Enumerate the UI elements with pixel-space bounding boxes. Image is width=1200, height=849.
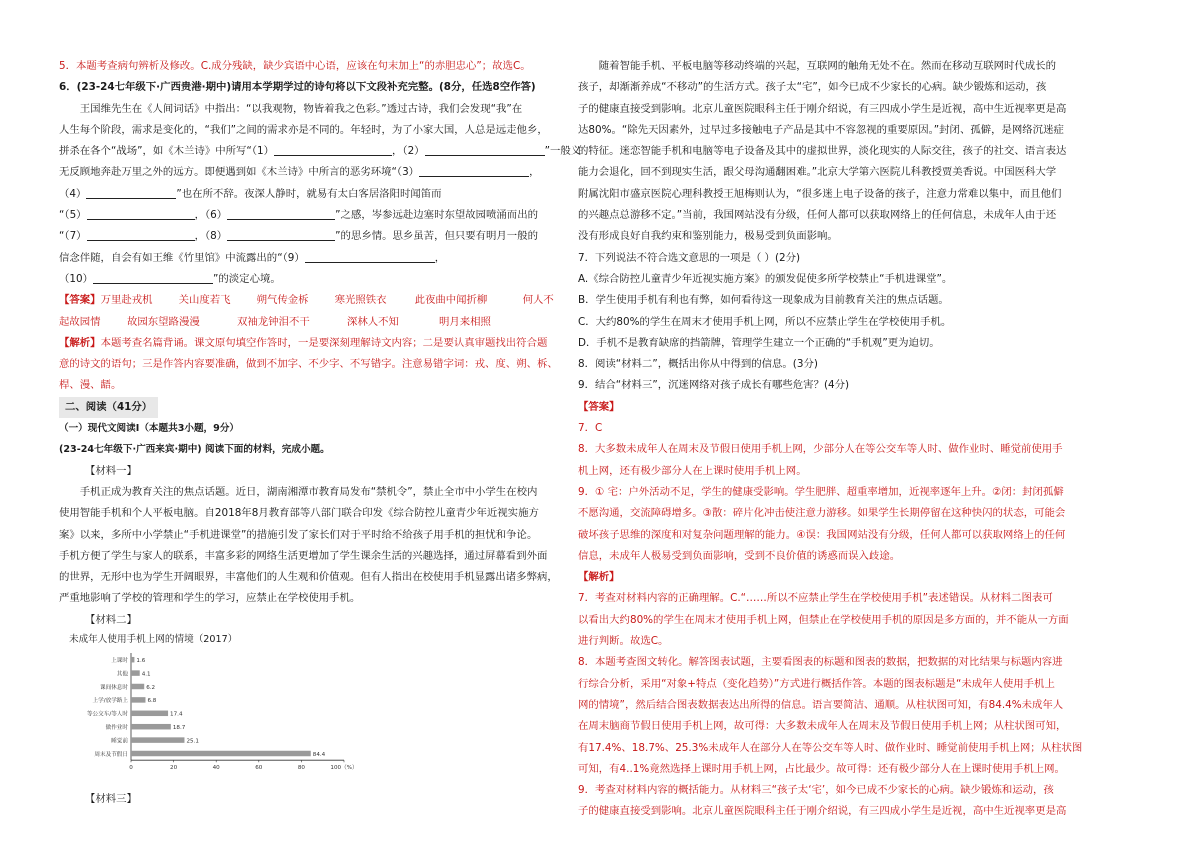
- q6-heading: 6．(23-24七年级下·广西贵港·期中)请用本学期学过的诗句将以下文段补充完整。(8分，任选8空作答): [59, 81, 536, 94]
- material-text: 的世界，无形中也为学生开阔眼界，丰富他们的人生观和价值观。但有人指出在校使用手机显露出诸多弊病，: [59, 571, 558, 584]
- analysis-9: 子的健康直接受到影响。北京儿童医院眼科主任于刚介绍说，有三四成小学生是近视，高中生近视率更是高: [578, 805, 1067, 818]
- source-line: (23-24七年级下·广西来宾·期中) 阅读下面的材料，完成小题。: [59, 444, 330, 456]
- answer-blank[interactable]: [305, 250, 435, 263]
- answer-label: 【答案】: [578, 400, 620, 413]
- chart-bar: [131, 751, 311, 757]
- analysis-8: 有17.4%、18.7%、25.3%未成年人在部分人在等公交车等人时、做作业时、睡觉前使用手机上网；从柱状图: [578, 741, 1083, 754]
- material-text: 手机方便了学生与家人的联系，丰富多彩的网络生活更增加了学生课余生活的兴趣选择，通过屏幕看到外面: [59, 549, 548, 562]
- left-column: [59, 56, 589, 811]
- analysis-8: 网的情境”，然后结合图表数据表达出所得的信息。语言要简洁、通顺。从柱状图可知，有84.4%未成年人: [578, 698, 1064, 711]
- q6-line: “（7） ，（8） ”的思乡情。思乡虽苦，但只要有明月一般的: [59, 230, 538, 243]
- material-text: 没有形成良好自我约束和鉴别能力，极易受到负面影响。: [578, 230, 838, 243]
- subsection-heading: （一）现代文阅读Ⅰ（本题共3小题，9分）: [59, 423, 240, 435]
- right-column: [578, 56, 1108, 823]
- material-label: 【材料二】: [85, 613, 137, 626]
- answer-blank[interactable]: [425, 143, 545, 156]
- chart-bar: [131, 724, 171, 730]
- x-tick-label: 100（%）: [330, 765, 358, 772]
- question-9: 9．结合“材料三”，沉迷网络对孩子成长有哪些危害？(4分): [578, 379, 850, 392]
- material-text: 的特征。迷恋智能手机和电脑等电子设备及其中的虚拟世界，淡化现实的人际交往，孩子的社交、语言表达: [578, 145, 1067, 158]
- chart-bar: [131, 657, 134, 663]
- q5-explanation: 5．本题考查病句辨析及修改。C.成分残缺，缺少宾语中心语，应该在句末加上“的赤胆忠心”；故选C。: [59, 60, 531, 72]
- answer-blank[interactable]: [227, 228, 335, 241]
- q6-line: 无反顾地奔赴万里之外的远方。即便遇到如《木兰诗》中所言的恶劣环境“（3） ，: [59, 166, 540, 179]
- x-tick-label: 40: [212, 765, 220, 772]
- category-label: 周末及节假日: [94, 751, 128, 758]
- q6-line: 信念伴随，自会有如王维《竹里馆》中流露出的“（9） ，: [59, 251, 446, 264]
- material-text: 能力会退化，回不到现实生活，跟父母沟通翻困难。”北京大学第六医院儿科教授贾美香说。中国医科大学: [578, 166, 1057, 179]
- q6-analysis: 意的诗文的语句；三是作答内容要准确，做到不加字、不少字、不写错字。注意易错字词：戎、度、朔、柝、: [59, 358, 558, 371]
- value-label: 6.2: [146, 684, 156, 691]
- answer-blank[interactable]: [227, 207, 335, 220]
- material-text: 随着智能手机、平板电脑等移动终端的兴起，互联网的触角无处不在。然而在移动互联网时代成长的: [598, 60, 1056, 72]
- x-tick-label: 80: [297, 765, 305, 772]
- category-label: 其他: [116, 671, 128, 678]
- category-label: 课间休息时: [100, 684, 128, 691]
- material-text: 附属沈阳市盛京医院心理科教授王旭梅则认为，“很多迷上电子设备的孩子，注意力常难以集中，而且他们: [578, 187, 1062, 200]
- value-label: 84.4: [312, 751, 326, 758]
- value-label: 6.8: [147, 698, 157, 705]
- value-label: 17.4: [170, 711, 183, 718]
- q6-analysis: 【解析】本题考查名篇背诵。课文原句填空作答时，一是要深刻理解诗文内容；二是要认真审题找出符合题: [59, 336, 548, 349]
- q6-line: 人生每个阶段，需求是变化的，“我们”之间的需求亦是不同的。年轻时，为了小家大国，人总是远走他乡，: [59, 123, 548, 136]
- answer-blank[interactable]: [87, 207, 195, 220]
- material-text: 子的健康直接受到影响。北京儿童医院眼科主任于刚介绍说，有三四成小学生是近视，高中生近视率更是高: [578, 102, 1067, 115]
- answer-8: 8．大多数未成年人在周末及节假日使用手机上网，少部分人在等公交车等人时、做作业时、睡觉前使用手: [578, 443, 1063, 456]
- answer-blank[interactable]: [274, 143, 392, 156]
- q6-line: 拼杀在各个“战场”，如《木兰诗》中所写“（1） ，（2） ”一般义: [59, 145, 582, 158]
- chart-title: 未成年人使用手机上网的情境（2017）: [69, 634, 238, 646]
- answer-7: 7．C: [578, 422, 603, 435]
- analysis-9: 9．考查对材料内容的概括能力。从材料三“孩子太‘宅’，如今已成不少家长的心病。缺少锻炼和运动，孩: [578, 784, 1054, 797]
- chart-bar: [131, 670, 140, 676]
- material-text: 使用智能手机和个人平板电脑。自2018年8月教育部等八部门联合印发《综合防控儿童青少年近视实施方: [59, 507, 539, 520]
- chart-bar: [131, 697, 145, 703]
- analysis-8: 在周末脑商节假日使用手机上网，故可得：大多数未成年人在周末及节假日使用手机上网；从柱状图可知，: [578, 720, 1067, 733]
- chart-bar: [131, 737, 184, 743]
- answer-blank[interactable]: [87, 228, 195, 241]
- category-label: 睡觉前: [111, 738, 128, 745]
- x-tick-label: 20: [170, 765, 178, 772]
- chart-plot: [59, 649, 379, 781]
- material-text: 案》以来，多所中小学禁止“手机进课堂”的措施引发了家长们对于平时给不给孩子用手机的担忧和争论。: [59, 528, 538, 541]
- chart-bar: [131, 711, 168, 717]
- q6-line: （10） ”的淡定心境。: [59, 272, 281, 285]
- answer-9: 信息，未成年人极易受到负面影响，受到不良价值的诱惑而误入歧途。: [578, 549, 901, 562]
- analysis-label: 【解析】: [578, 571, 620, 584]
- q6-line: （4） ”也在所不辞。夜深人静时，就易有太白客居洛阳时闻笛而: [59, 187, 442, 200]
- q6-line: 王国维先生在《人间词话》中指出：“以我观物，物皆着我之色彩。”透过古诗，我们会发现“我”在: [79, 102, 523, 115]
- category-label: 等公交车/等人时: [86, 711, 128, 718]
- x-tick-label: 0: [129, 765, 133, 772]
- material-text: 严重地影响了学校的管理和学生的学习，应禁止在学校使用手机。: [59, 592, 361, 605]
- chart-bar: [131, 684, 144, 690]
- question-7: 7．下列说法不符合选文意思的一项是（ ）(2分): [578, 251, 801, 264]
- option-d[interactable]: D．手机不是教育缺席的挡箭牌，管理学生建立一个正确的“手机观”更为迫切。: [578, 336, 940, 349]
- option-c[interactable]: C．大约80%的学生在周末才使用手机上网，所以不应禁止学生在学校使用手机。: [578, 315, 952, 328]
- material-text: 手机正成为教育关注的焦点话题。近日，湖南湘潭市教育局发布“禁机令”，禁止全市中小学生在校内: [79, 485, 538, 498]
- x-tick-label: 60: [255, 765, 263, 772]
- option-b[interactable]: B．学生使用手机有利也有弊，如何看待这一现象成为目前教育关注的焦点话题。: [578, 294, 949, 307]
- answer-9: 破坏孩子思维的深度和对复杂问题理解的能力。④误：我国网站没有分级，任何人都可以获取网络上的任何: [578, 528, 1066, 541]
- category-label: 上课时: [111, 657, 128, 664]
- answer-blank[interactable]: [93, 271, 213, 284]
- value-label: 25.1: [186, 738, 199, 745]
- question-8: 8．阅读“材料二”，概括出你从中得到的信息。(3分): [578, 358, 818, 371]
- section-heading: 二、阅读（41分）: [59, 397, 589, 418]
- analysis-7: 以看出大约80%的学生在周末才使用手机上网，但禁止在学校使用手机的原因是多方面的，并不能从一方面: [578, 613, 1069, 626]
- value-label: 1.6: [136, 657, 146, 664]
- answer-9: 9．① 宅：户外活动不足，学生的健康受影响。学生肥胖、超重率增加，近视率逐年上升。②闭：封闭孤僻: [578, 485, 1064, 498]
- answer-blank[interactable]: [86, 186, 176, 199]
- q6-answer: 起故园情 故园东望路漫漫 双袖龙钟泪不干 深林人不知 明月来相照: [59, 315, 491, 328]
- category-label: 做作业时: [105, 724, 128, 731]
- category-label: 上学/放学路上: [92, 698, 128, 705]
- analysis-8: 行综合分析，采用“对象+特点（变化趋势）”方式进行概括作答。本题的图表标题是“未成年人使用手机上: [578, 677, 1055, 690]
- option-a[interactable]: A.《综合防控儿童青少年近视实施方案》的颁发促使多所学校禁止“手机进课堂”。: [578, 272, 953, 285]
- material-text: 孩子，却渐渐养成“不移动”的生活方式。孩子太“宅”，如今已成不少家长的心病。缺少锻炼和运动，孩: [578, 81, 1047, 94]
- material-text: 达80%。“除先天因素外，过早过多接触电子产品是其中不容忽视的重要原因。”封闭、孤僻，是网络沉迷症: [578, 123, 1064, 136]
- material-label: 【材料三】: [85, 793, 137, 806]
- q6-analysis: 桿、漫、龉。: [59, 379, 122, 392]
- answer-blank[interactable]: [419, 164, 529, 177]
- value-label: 18.7: [172, 724, 186, 731]
- material-text: 的兴趣点总游移不定。”当前，我国网站没有分级，任何人都可以获取网络上的任何信息，未成年人由于还: [578, 209, 1057, 222]
- analysis-7: 进行判断。故选C。: [578, 635, 669, 648]
- bar-chart: [59, 631, 589, 789]
- answer-9: 不愿沟通，交流障碍增多。③散：碎片化冲击使注意力游移。如果学生长期停留在这种快闪的状态，可能会: [578, 507, 1066, 520]
- q6-line: “（5） ，（6） ”之感，岑参远赴边塞时东望故园喷涌而出的: [59, 209, 538, 222]
- answer-8: 机上网，还有极少部分人在上课时使用手机上网。: [578, 464, 807, 477]
- analysis-8: 可知，有4..1%竟然选择上课时用手机上网，占比最少。故可得：还有极少部分人在上课时使用手机上网。: [578, 762, 1065, 775]
- analysis-8: 8．本题考查图文转化。解答图表试题，主要看图表的标题和图表的数据，把数据的对比结果与标题内容进: [578, 656, 1063, 669]
- q6-answer: 【答案】万里赴戎机 关山度若飞 朔气传金柝 寒光照铁衣 此夜曲中闻折柳 何人不: [59, 294, 554, 307]
- analysis-7: 7．考查对材料内容的正确理解。C.“……所以不应禁止学生在学校使用手机”表述错误。从材料二图表可: [578, 592, 1053, 605]
- value-label: 4.1: [141, 671, 151, 678]
- material-label: 【材料一】: [85, 464, 137, 477]
